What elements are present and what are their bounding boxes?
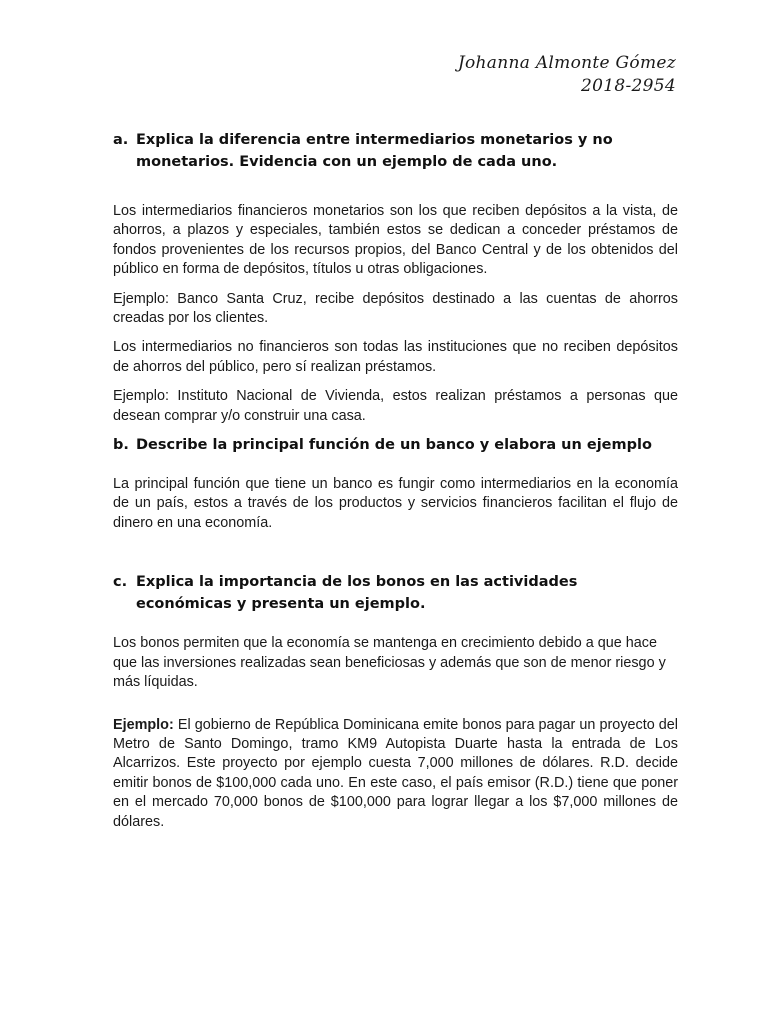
section-c-heading [113, 571, 678, 615]
author-id: 2018-2954 [581, 76, 676, 96]
author-block [458, 52, 676, 98]
section-a-paragraph-1: Los intermediarios financieros monetarios son los que reciben depósitos a la vista, de ahorros, a plazos y especiales, también estos se dedican a conceder préstamos de fondos provenientes de los recursos propios, del Banco Central y de los obtenidos del público en forma de depósitos, títulos u otras obligaciones. [113, 203, 678, 278]
section-b-paragraph-1: La principal función que tiene un banco es fungir como intermediarios en la economía de un país, estos a través de los productos y servicios financieros facilitan el flujo de dinero en una economía. [113, 476, 678, 531]
section-c-letter: c. [113, 574, 128, 591]
section-a-heading [113, 129, 678, 173]
example-text: El gobierno de República Dominicana emite bonos para pagar un proyecto del Metro de Santo Domingo, tramo KM9 Autopista Duarte hasta la entrada de Los Alcarrizos. Este proyecto por ejemplo cuesta 7,000 millones de dólares. R.D. decide emitir bonos de $100,000 cada uno. En este caso, el país emisor (R.D.) tiene que poner en el mercado 70,000 bonos de $100,000 para lograr llegar a los $7,000 millones de dólares. [113, 716, 678, 830]
section-c-example [113, 716, 678, 832]
section-a-letter: a. [113, 132, 129, 148]
section-b-title: Describe la principal función de un banco y elabora un ejemplo [136, 437, 652, 454]
section-a-paragraph-3: Los intermediarios no financieros son todas las instituciones que no reciben depósitos de ahorros del público, pero sí realizan préstamos. [113, 339, 678, 375]
section-a-paragraph-4: Ejemplo: Instituto Nacional de Vivienda, estos realizan préstamos a personas que desean comprar y/o construir una casa. [113, 388, 678, 424]
section-b-heading [113, 434, 678, 456]
section-a-title: Explica la diferencia entre intermediarios monetarios y no monetarios. Evidencia con un ejemplo de cada uno. [136, 132, 613, 170]
section-c-paragraph-1: Los bonos permiten que la economía se mantenga en crecimiento debido a que hace que las inversiones realizadas sean beneficiosas y además que son de menor riesgo y más líquidas. [113, 635, 666, 691]
section-b-letter: b. [113, 437, 129, 454]
example-label: Ejemplo: [113, 716, 174, 733]
section-a-paragraph-2: Ejemplo: Banco Santa Cruz, recibe depósitos destinado a las cuentas de ahorros creadas por los clientes. [113, 290, 678, 327]
section-c-title: Explica la importancia de los bonos en las actividades económicas y presenta un ejemplo. [136, 574, 578, 613]
author-name: Johanna Almonte Gómez [457, 53, 676, 73]
document-content [113, 129, 678, 832]
